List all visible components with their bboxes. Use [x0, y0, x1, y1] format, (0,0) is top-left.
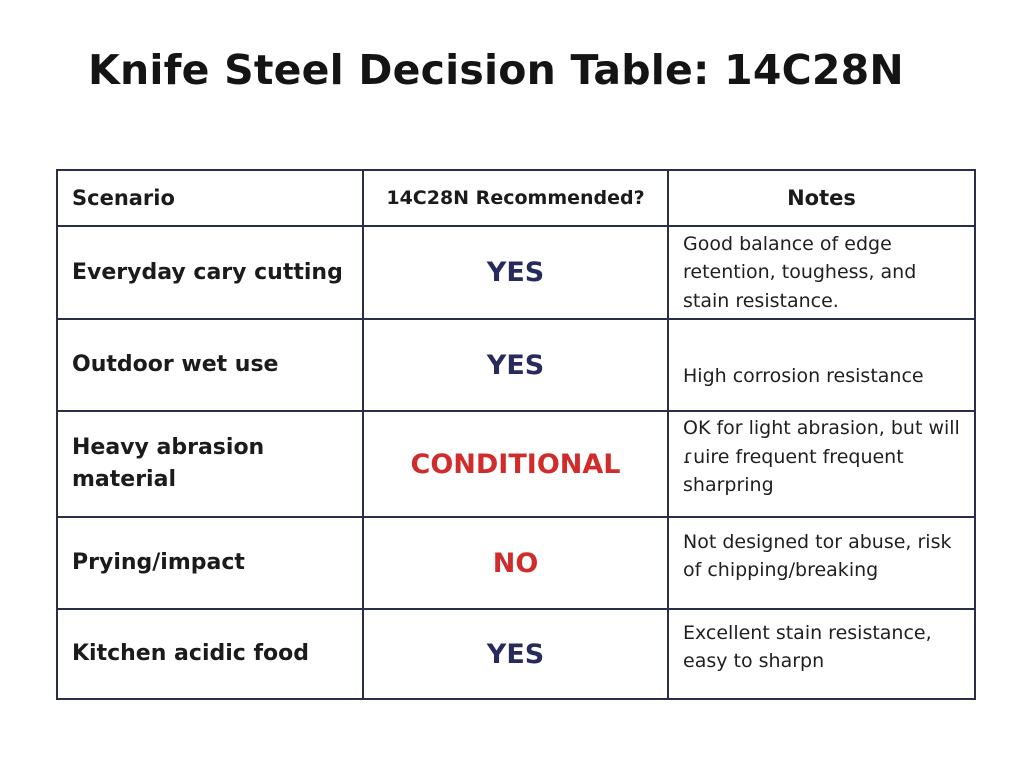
notes-text: OK for light abrasion, but will ɾuire frequent frequent sharpring	[683, 417, 960, 497]
scenario-cell: Outdoor wet use	[57, 319, 363, 411]
page-title: Knife Steel Decision Table: 14C28N	[88, 46, 904, 94]
notes-cell	[668, 609, 975, 699]
notes-cell	[668, 517, 975, 609]
notes-text: Not designed tor abuse, risk of chipping/breaking	[683, 530, 952, 581]
scenario-cell: Kitchen acidic food	[57, 609, 363, 699]
scenario-cell: Everyday cary cutting	[57, 226, 363, 319]
recommendation-cell: YES	[363, 319, 668, 411]
notes-text: High corrosion resistance	[683, 364, 924, 387]
table-row	[57, 517, 975, 609]
header-scenario: Scenario	[57, 170, 363, 226]
scenario-cell: Heavy abrasion material	[57, 411, 363, 517]
table-row	[57, 226, 975, 319]
notes-text: Good balance of edge retention, toughess, and stain resistance.	[683, 232, 917, 312]
scenario-cell: Prying/impact	[57, 517, 363, 609]
recommendation-cell: NO	[363, 517, 668, 609]
notes-cell	[668, 319, 975, 411]
table-row	[57, 319, 975, 411]
header-recommended: 14C28N Recommended?	[363, 170, 668, 226]
decision-table	[56, 169, 976, 700]
header-notes: Notes	[668, 170, 975, 226]
recommendation-cell: YES	[363, 609, 668, 699]
table-row	[57, 411, 975, 517]
table-header-row	[57, 170, 975, 226]
table-row	[57, 609, 975, 699]
notes-text: Excellent stain resistance, easy to sharpn	[683, 621, 932, 672]
recommendation-cell: CONDITIONAL	[363, 411, 668, 517]
notes-cell	[668, 226, 975, 319]
recommendation-cell: YES	[363, 226, 668, 319]
notes-cell	[668, 411, 975, 517]
